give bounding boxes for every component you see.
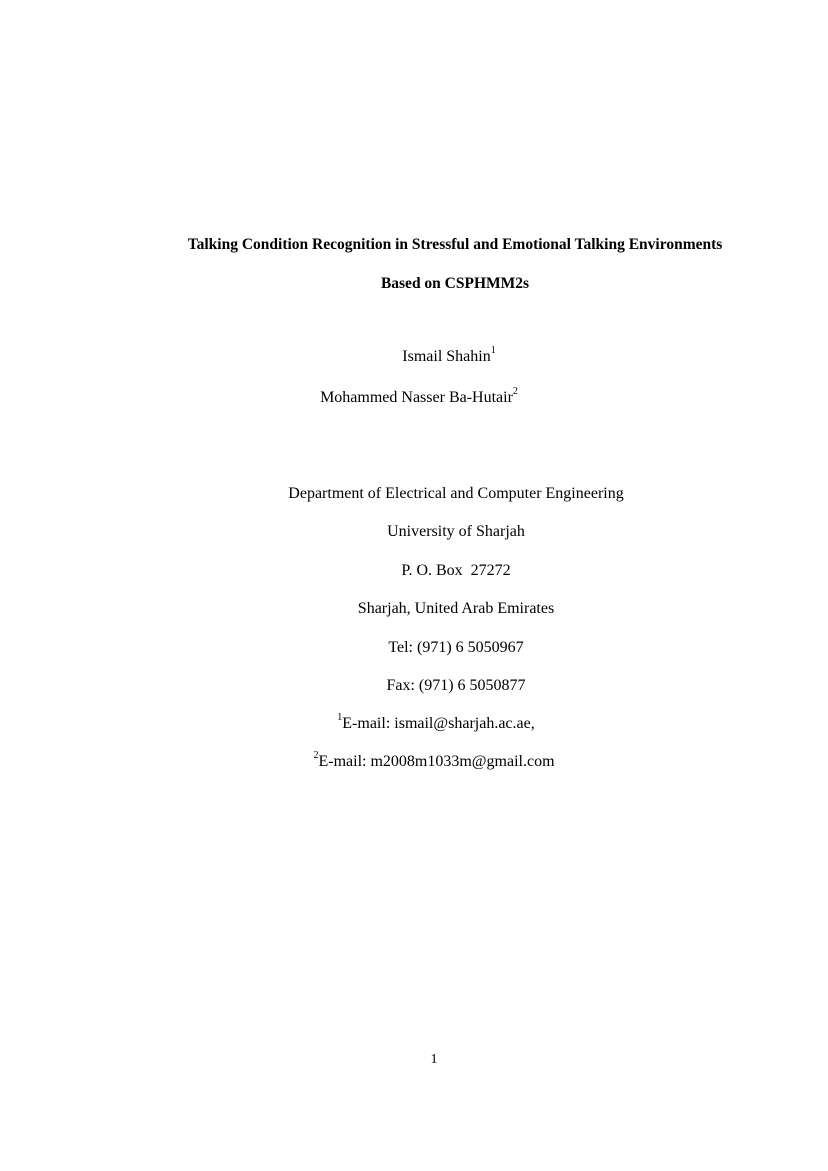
email-1-mark: 1 (337, 711, 343, 723)
email-1-text: E-mail: ismail@sharjah.ac.ae, (342, 715, 535, 732)
author-2-mark: 2 (512, 385, 518, 397)
affiliation-pobox: P. O. Box 27272 (401, 562, 511, 579)
author-2-name: Mohammed Nasser Ba-Hutair (320, 389, 513, 406)
author-1-mark: 1 (490, 344, 496, 356)
affiliation-tel: Tel: (971) 6 5050967 (388, 639, 524, 656)
email-2-mark: 2 (313, 749, 319, 761)
author-1-name: Ismail Shahin (402, 348, 491, 365)
affiliation-city: Sharjah, United Arab Emirates (357, 600, 555, 617)
affiliation-department: Department of Electrical and Computer Engineering (288, 485, 624, 502)
email-2 (20, 749, 828, 772)
paper-title-line-1: Talking Condition Recognition in Stressful and Emotional Talking Environments (187, 236, 723, 253)
affiliation-fax: Fax: (971) 6 5050877 (386, 677, 526, 694)
email-1 (22, 711, 828, 734)
affiliation-university: University of Sharjah (387, 523, 525, 540)
author-2 (5, 385, 828, 408)
page-number: 1 (430, 1052, 438, 1067)
author-1 (35, 344, 828, 367)
email-2-text: E-mail: m2008m1033m@gmail.com (318, 753, 555, 770)
paper-title-line-2: Based on CSPHMM2s (380, 275, 530, 292)
